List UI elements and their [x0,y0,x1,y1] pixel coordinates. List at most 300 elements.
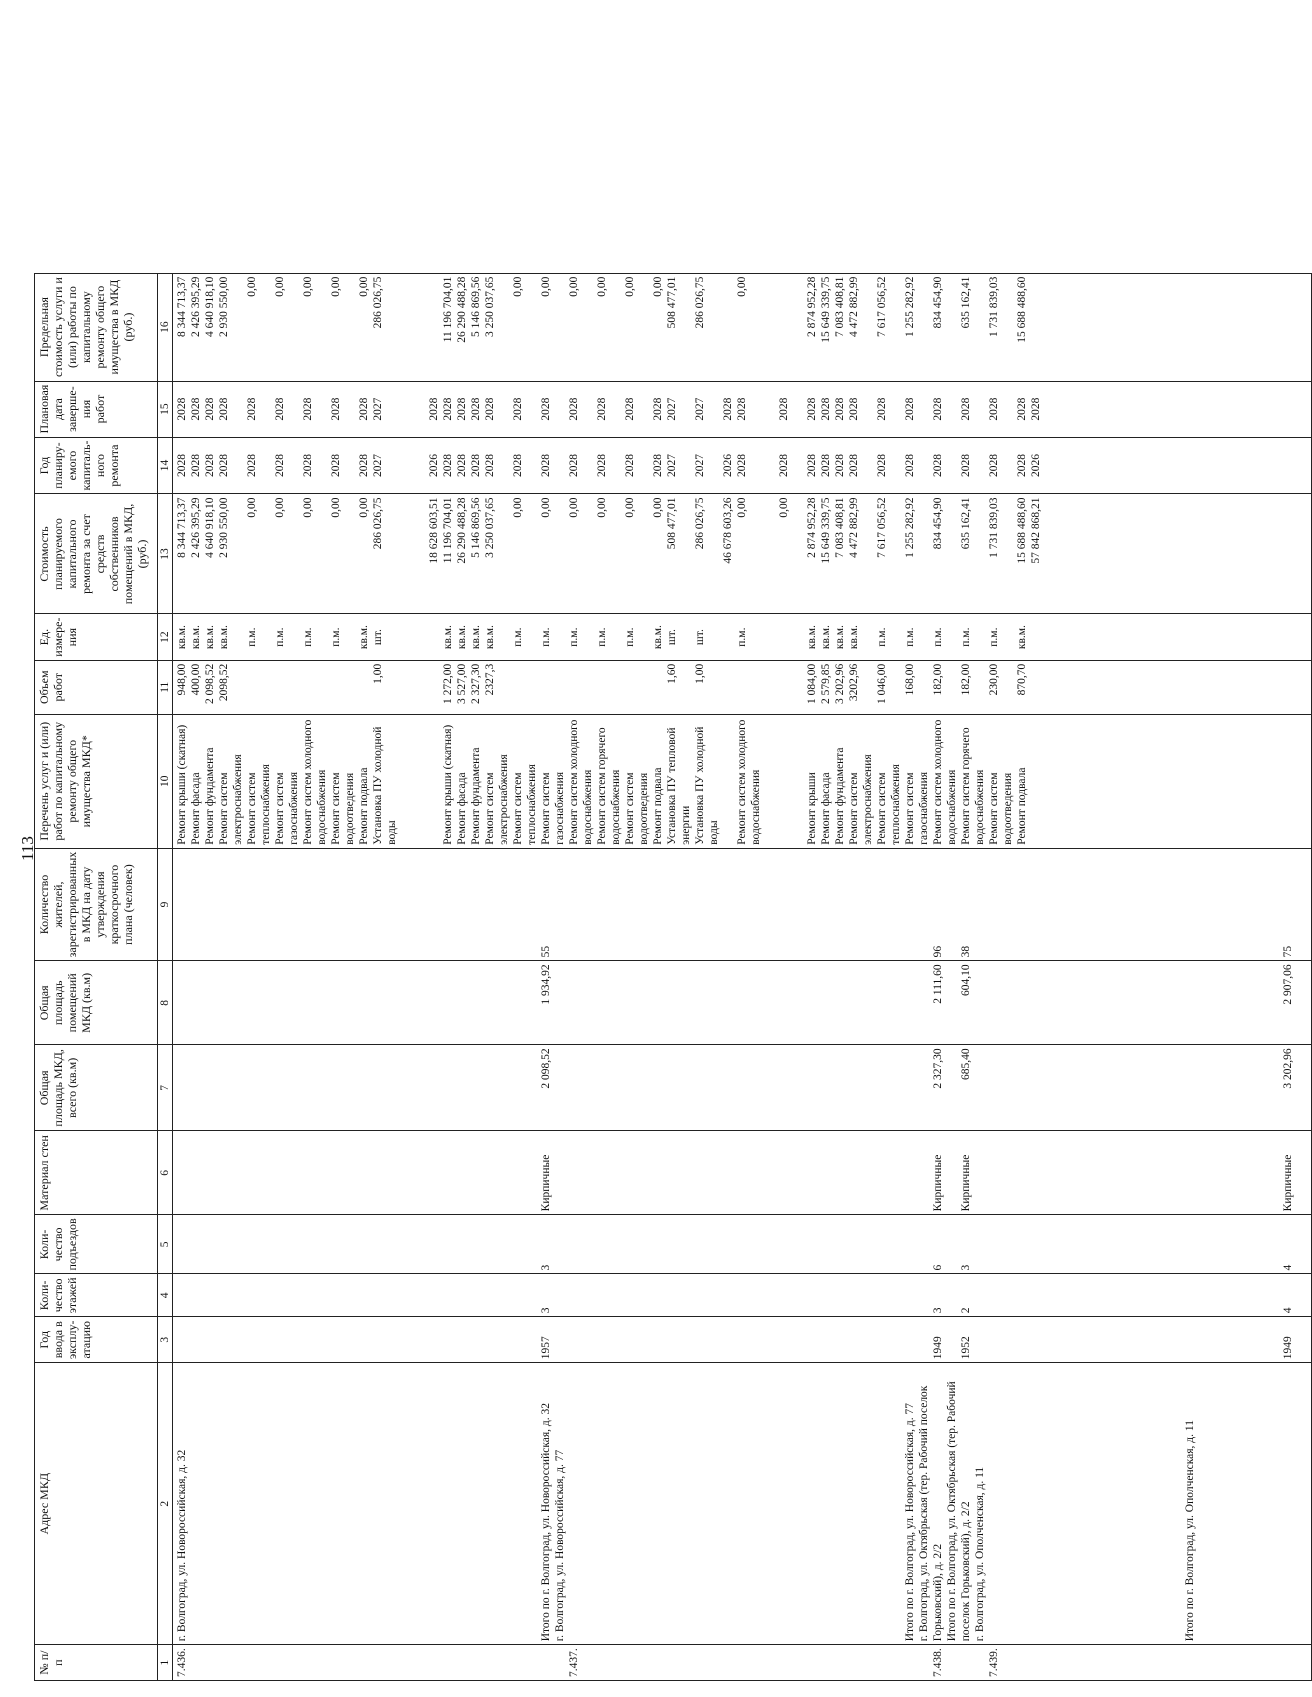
blank-line [861,498,875,611]
column-10-cell [173,714,1312,848]
blank-line [1169,852,1183,958]
blank-line [973,277,987,378]
blank-line [1169,1278,1183,1314]
blank-line [917,498,931,611]
cell-text: 0,00 [568,276,580,297]
blank-line [287,498,301,611]
cell-text: 15 688 488,60 [1016,276,1028,343]
cell-text: 4 640 918,10 [204,276,216,337]
blank-line [175,1278,189,1314]
cell-text: 2028 [204,454,216,478]
blank-line [1127,1320,1141,1359]
cell-text: 0,00 [330,497,342,518]
blank-line [1225,1048,1239,1127]
blank-line [1113,1648,1127,1677]
cell-text: газоснабжения [288,771,300,845]
cell-text: 0,00 [358,276,370,297]
cell-text: 2028 [960,454,972,478]
blank-line [791,385,805,434]
cell-text: 0,00 [778,497,790,518]
blank-line [273,1320,287,1359]
blank-line [735,1648,749,1677]
blank-line [1043,964,1057,1041]
blank-line [1211,1320,1225,1359]
blank-line [609,1218,623,1270]
blank-line [581,441,595,491]
blank-line [651,664,665,711]
blank-line [847,1048,861,1127]
blank-line [637,441,651,491]
table-body-row [173,273,1312,1680]
blank-line [399,1134,413,1211]
blank-line [1099,1320,1113,1359]
blank-line [1085,1048,1099,1127]
blank-line [861,1134,875,1211]
blank-line [1169,1366,1183,1641]
blank-line [231,385,245,434]
column-number: 10 [158,714,173,848]
blank-line [497,277,511,378]
blank-line [749,664,763,711]
blank-line [231,1218,245,1270]
blank-line [385,852,399,958]
cell-text: 3 250 037,65 [484,497,496,558]
blank-line [371,1320,385,1359]
blank-line [385,1366,399,1641]
cell-text: 7.437. [568,1648,580,1677]
cell-text: 2 907,06 [1282,964,1294,1005]
cell-text: 2028 [778,397,790,421]
cell-text: 2028 [358,454,370,478]
blank-line [441,1648,455,1677]
blank-line [1267,1134,1281,1211]
blank-line [973,852,987,958]
cell-text: кв.м. [1016,625,1028,650]
blank-line [217,1648,231,1677]
blank-line [1085,1134,1099,1211]
blank-line [861,1048,875,1127]
blank-line [665,964,679,1041]
blank-line [357,852,371,958]
cell-text: воды [708,820,720,845]
blank-line [189,1648,203,1677]
cell-text: Ремонт систем холодного [568,719,580,845]
blank-line [1085,1218,1099,1270]
blank-line [1253,1218,1267,1270]
blank-line [497,1366,511,1641]
blank-line [469,1218,483,1270]
blank-line [371,964,385,1041]
cell-text: 1 255 282,92 [904,276,916,337]
blank-line [679,1048,693,1127]
blank-line [231,1320,245,1359]
cell-text: 11 196 704,01 [442,497,454,564]
blank-line [1197,1320,1211,1359]
cell-text: кв.м. [834,625,846,650]
blank-line [413,852,427,958]
blank-line [623,1278,637,1314]
column-12-cell [173,614,1312,660]
blank-line [1253,852,1267,958]
blank-line [847,1218,861,1270]
cell-text: кв.м. [442,625,454,650]
blank-line [427,1648,441,1677]
blank-line [791,1218,805,1270]
blank-line [203,1048,217,1127]
cell-text: 2028 [736,454,748,478]
blank-line [1029,852,1043,958]
blank-line [833,964,847,1041]
blank-line [343,277,357,378]
blank-line [427,964,441,1041]
blank-line [1057,852,1071,958]
blank-line [819,1320,833,1359]
blank-line [287,277,301,378]
blank-line [973,498,987,611]
blank-line [833,1134,847,1211]
cell-text: 1,60 [666,663,678,684]
column-16-cell [173,273,1312,381]
blank-line [945,964,959,1041]
cell-text: п.м. [932,627,944,647]
blank-line [861,664,875,711]
cell-text: 2028 [246,397,258,421]
cell-text: 2027 [372,454,384,478]
blank-line [1029,1320,1043,1359]
blank-line [1225,1218,1239,1270]
blank-line [875,1048,889,1127]
blank-line [1099,1048,1113,1127]
blank-line [1183,1218,1197,1270]
blank-line [749,1218,763,1270]
cell-text: 1 731 839,03 [988,276,1000,337]
blank-line [651,1134,665,1211]
cell-text: поселок Горьковский), д. 2/2 [960,1501,972,1642]
blank-line [847,1366,861,1641]
cell-text: 2028 [568,454,580,478]
blank-line [847,1320,861,1359]
blank-line [1001,1320,1015,1359]
cell-text: 2028 [540,397,552,421]
blank-line [1015,964,1029,1041]
blank-line [259,618,273,657]
blank-line [1211,964,1225,1041]
blank-line [889,1648,903,1677]
blank-line [917,964,931,1041]
blank-line [1113,964,1127,1041]
blank-line [679,385,693,434]
cell-text: 2 930 550,00 [218,276,230,337]
blank-line [889,964,903,1041]
blank-line [1127,852,1141,958]
blank-line [833,1048,847,1127]
blank-line [343,1278,357,1314]
blank-line [1113,1366,1127,1641]
blank-line [623,1048,637,1127]
blank-line [889,1366,903,1641]
cell-text: Ремонт систем [876,772,888,845]
blank-line [889,385,903,434]
cell-text [175,1320,189,1359]
blank-line [721,964,735,1041]
blank-line [231,618,245,657]
blank-line [371,1648,385,1677]
blank-line [413,618,427,657]
blank-line [497,1278,511,1314]
blank-line [777,618,791,657]
blank-line [1211,1218,1225,1270]
blank-line [245,852,259,958]
blank-line [1155,852,1169,958]
blank-line [1169,1648,1183,1677]
blank-line [917,441,931,491]
blank-line [609,441,623,491]
blank-line [413,1048,427,1127]
blank-line [357,1278,371,1314]
blank-line [581,664,595,711]
blank-line [1183,964,1197,1041]
cell-text: Кирпичные [540,1154,552,1212]
column-15-cell [173,381,1312,437]
blank-line [623,964,637,1041]
blank-line [525,1648,539,1677]
blank-line [889,618,903,657]
blank-line [385,964,399,1041]
blank-line [231,1366,245,1641]
cell-text: кв.м. [204,625,216,650]
blank-line [1295,1320,1309,1359]
blank-line [287,385,301,434]
blank-line [441,1218,455,1270]
cell-text: 0,00 [274,497,286,518]
blank-line [427,1134,441,1211]
blank-line [455,1366,469,1641]
blank-line [455,964,469,1041]
column-header: Материал стен [35,1131,158,1215]
column-3-cell [173,1317,1312,1363]
cell-text: 2 426 395,29 [190,497,202,558]
cell-text: Ремонт фасада [190,772,202,845]
blank-line [1001,277,1015,378]
cell-text: кв.м. [176,625,188,650]
cell-text: воды [386,820,398,845]
cell-text: 15 649 339,75 [820,276,832,343]
blank-line [721,1134,735,1211]
blank-line [511,1648,525,1677]
cell-text: Установка ПУ холодной [372,726,384,845]
cell-text: 2027 [666,454,678,478]
blank-line [1253,1320,1267,1359]
blank-line [567,1134,581,1211]
blank-line [1085,1278,1099,1314]
cell-text: Ремонт подвала [358,767,370,845]
blank-line [1015,1278,1029,1314]
column-header: Плановая дата заверше-ния работ [35,381,158,437]
cell-text: кв.м. [484,625,496,650]
cell-text: 0,00 [330,276,342,297]
cell-text: п.м. [988,627,1000,647]
blank-line [763,277,777,378]
cell-text: 38 [960,945,972,958]
blank-line [1099,1218,1113,1270]
blank-line [1141,1320,1155,1359]
cell-text: 1 731 839,03 [988,497,1000,558]
blank-line [483,964,497,1041]
blank-line [609,1134,623,1211]
blank-line [693,852,707,958]
blank-line [1197,1648,1211,1677]
cell-text: 2028 [652,454,664,478]
blank-line [595,1218,609,1270]
blank-line [399,441,413,491]
blank-line [819,1366,833,1641]
blank-line [987,1366,1001,1641]
blank-line [637,1278,651,1314]
blank-line [231,964,245,1041]
blank-line [399,498,413,611]
blank-line [567,664,581,711]
column-number: 1 [158,1645,173,1681]
blank-line [1085,964,1099,1041]
blank-line [763,1366,777,1641]
blank-line [945,441,959,491]
column-number: 6 [158,1131,173,1215]
blank-line [679,1218,693,1270]
cell-text: 0,00 [736,497,748,518]
blank-line [259,664,273,711]
blank-line [595,964,609,1041]
blank-line [259,964,273,1041]
blank-line [315,852,329,958]
blank-line [301,1134,315,1211]
blank-line [385,1278,399,1314]
column-14-cell [173,437,1312,494]
blank-line [399,718,413,845]
blank-line [1127,1134,1141,1211]
column-header: Общая площадь МКД, всего (кв.м) [35,1045,158,1131]
blank-line [875,1320,889,1359]
blank-line [231,664,245,711]
blank-line [483,1218,497,1270]
column-number: 5 [158,1215,173,1274]
cell-text: водоснабжения [946,769,958,845]
blank-line [707,618,721,657]
blank-line [287,441,301,491]
blank-line [273,852,287,958]
blank-line [889,1278,903,1314]
blank-line [735,1134,749,1211]
blank-line [1225,1134,1239,1211]
blank-line [861,964,875,1041]
blank-line [511,1278,525,1314]
blank-line [665,1278,679,1314]
blank-line [413,1134,427,1211]
cell-text: 2028 [596,397,608,421]
blank-line [777,964,791,1041]
blank-line [497,1048,511,1127]
blank-line [1169,964,1183,1041]
blank-line [637,385,651,434]
blank-line [1001,1048,1015,1127]
blank-line [301,852,315,958]
cell-text: 4 472 882,99 [848,497,860,558]
blank-line [511,852,525,958]
cell-text: кв.м. [806,625,818,650]
blank-line [511,1366,525,1641]
blank-line [917,1648,931,1677]
cell-text: 2028 [302,454,314,478]
cell-text: 2026 [722,454,734,478]
blank-line [735,1366,749,1641]
blank-line [497,498,511,611]
blank-line [413,498,427,611]
blank-line [427,277,441,378]
cell-text: 182,00 [932,663,944,696]
cell-text: 2028 [624,397,636,421]
blank-line [413,441,427,491]
blank-line [1239,964,1253,1041]
blank-line [1113,1278,1127,1314]
blank-line [427,1320,441,1359]
blank-line [735,1278,749,1314]
blank-line [1141,1366,1155,1641]
cell-text: 3 202,96 [1282,1048,1294,1089]
blank-line [595,1648,609,1677]
blank-line [679,664,693,711]
blank-line [189,1134,203,1211]
cell-text: 2028 [512,397,524,421]
cell-text: Ремонт подвала [652,767,664,845]
blank-line [273,1648,287,1677]
blank-line [1127,1218,1141,1270]
column-number: 13 [158,494,173,614]
blank-line [973,964,987,1041]
blank-line [665,1134,679,1211]
blank-line [609,385,623,434]
blank-line [1029,1048,1043,1127]
cell-text: Итого по г. Волгоград, ул. Новороссийская, д. 77 [904,1403,916,1642]
column-number: 8 [158,961,173,1045]
blank-line [637,618,651,657]
cell-text: 7 083 408,81 [834,497,846,558]
blank-line [833,1278,847,1314]
blank-line [721,1218,735,1270]
blank-line [819,1134,833,1211]
blank-line [427,1366,441,1641]
blank-line [259,1278,273,1314]
blank-line [315,1218,329,1270]
cell-text: Ремонт систем [512,772,524,845]
blank-line [357,1048,371,1127]
blank-line [1057,1366,1071,1641]
blank-line [497,385,511,434]
blank-line [413,1278,427,1314]
blank-line [791,852,805,958]
blank-line [945,1134,959,1211]
cell-text: п.м. [736,627,748,647]
blank-line [637,498,651,611]
cell-text: 2028 [470,397,482,421]
cell-text: водоснабжения [610,769,622,845]
blank-line [301,1218,315,1270]
blank-line [553,1320,567,1359]
cell-text: 0,00 [246,497,258,518]
blank-line [1239,1320,1253,1359]
blank-line [1001,1648,1015,1677]
blank-line [819,852,833,958]
blank-line [707,385,721,434]
blank-line [455,852,469,958]
